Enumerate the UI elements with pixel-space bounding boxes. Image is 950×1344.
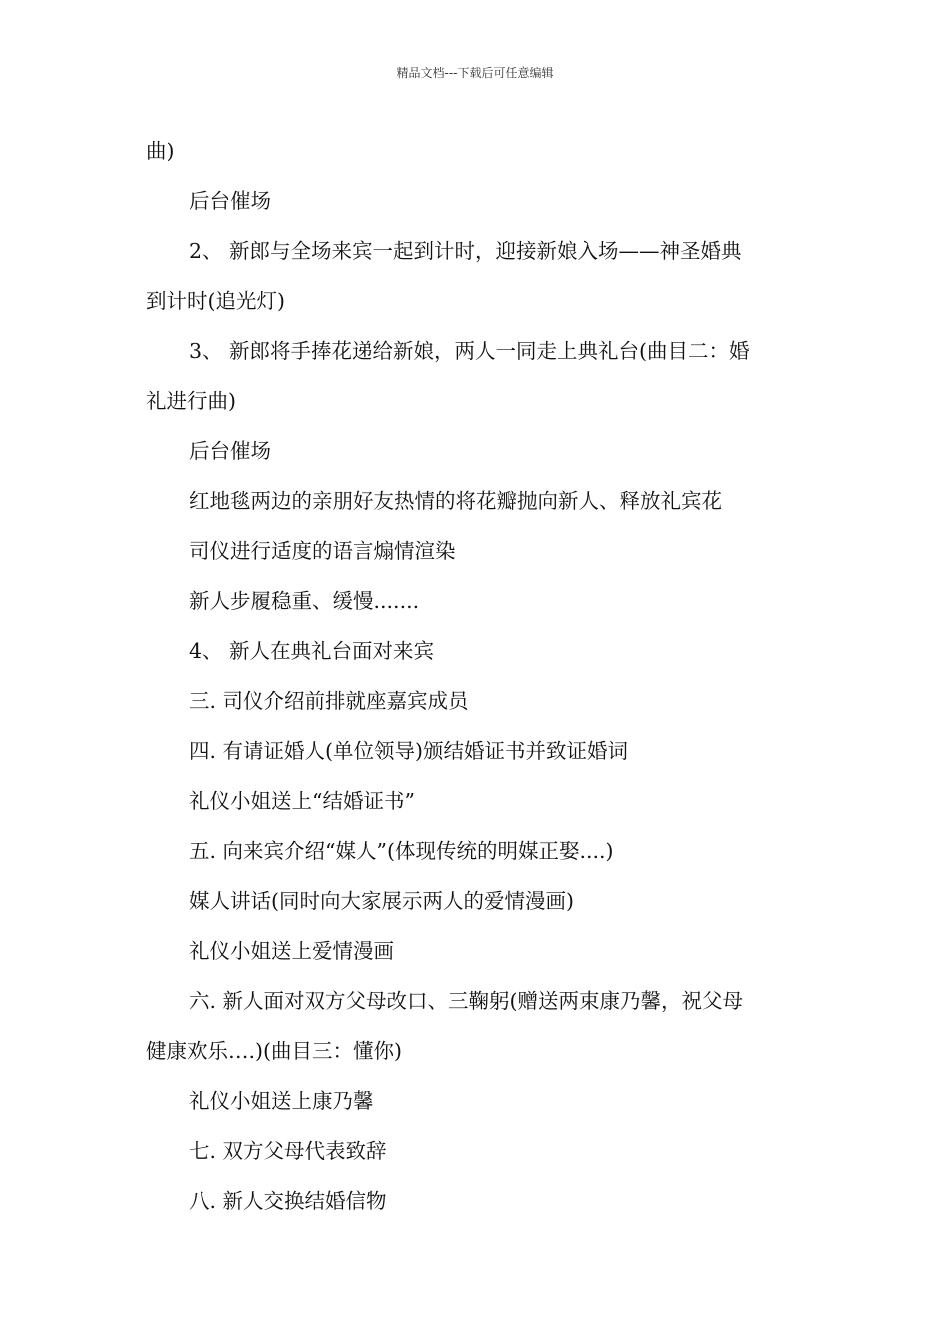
paragraph-line: 新人步履稳重、缓慢....... [189, 589, 420, 613]
paragraph-line: 六. 新人面对双方父母改口、三鞠躬(赠送两束康乃馨，祝父母 [189, 989, 744, 1013]
paragraph-line: 礼仪小姐送上爱情漫画 [189, 939, 394, 963]
paragraph-line: 后台催场 [189, 439, 271, 463]
paragraph-line: 八. 新人交换结婚信物 [189, 1189, 387, 1213]
page-header: 精品文档---下载后可任意编辑 [396, 66, 554, 80]
paragraph-line: 后台催场 [189, 189, 271, 213]
paragraph-line: 礼仪小姐送上“结婚证书” [189, 789, 415, 813]
paragraph-line: 三. 司仪介绍前排就座嘉宾成员 [189, 689, 469, 713]
paragraph-line: 礼仪小姐送上康乃馨 [189, 1089, 374, 1113]
paragraph-line: 五. 向来宾介绍“媒人”(体现传统的明媒正娶....) [189, 839, 614, 863]
paragraph-line: 四. 有请证婚人(单位领导)颁结婚证书并致证婚词 [189, 739, 629, 763]
paragraph-line: 3、 新郎将手捧花递给新娘，两人一同走上典礼台(曲目二：婚 [189, 339, 750, 363]
paragraph-line: 红地毯两边的亲朋好友热情的将花瓣抛向新人、释放礼宾花 [189, 489, 722, 513]
paragraph-line: 健康欢乐….)(曲目三：懂你) [146, 1039, 403, 1063]
paragraph-line: 七. 双方父母代表致辞 [189, 1139, 387, 1163]
paragraph-line: 曲) [146, 139, 175, 163]
document-body [146, 126, 810, 1226]
paragraph-line: 到计时(追光灯) [146, 289, 285, 313]
paragraph-line: 2、 新郎与全场来宾一起到计时，迎接新娘入场——神圣婚典 [189, 239, 742, 263]
paragraph-line: 4、 新人在典礼台面对来宾 [189, 639, 435, 663]
paragraph-line: 礼进行曲) [146, 389, 236, 413]
paragraph-line: 媒人讲话(同时向大家展示两人的爱情漫画) [189, 889, 574, 913]
paragraph-line: 司仪进行适度的语言煽情渲染 [189, 539, 456, 563]
